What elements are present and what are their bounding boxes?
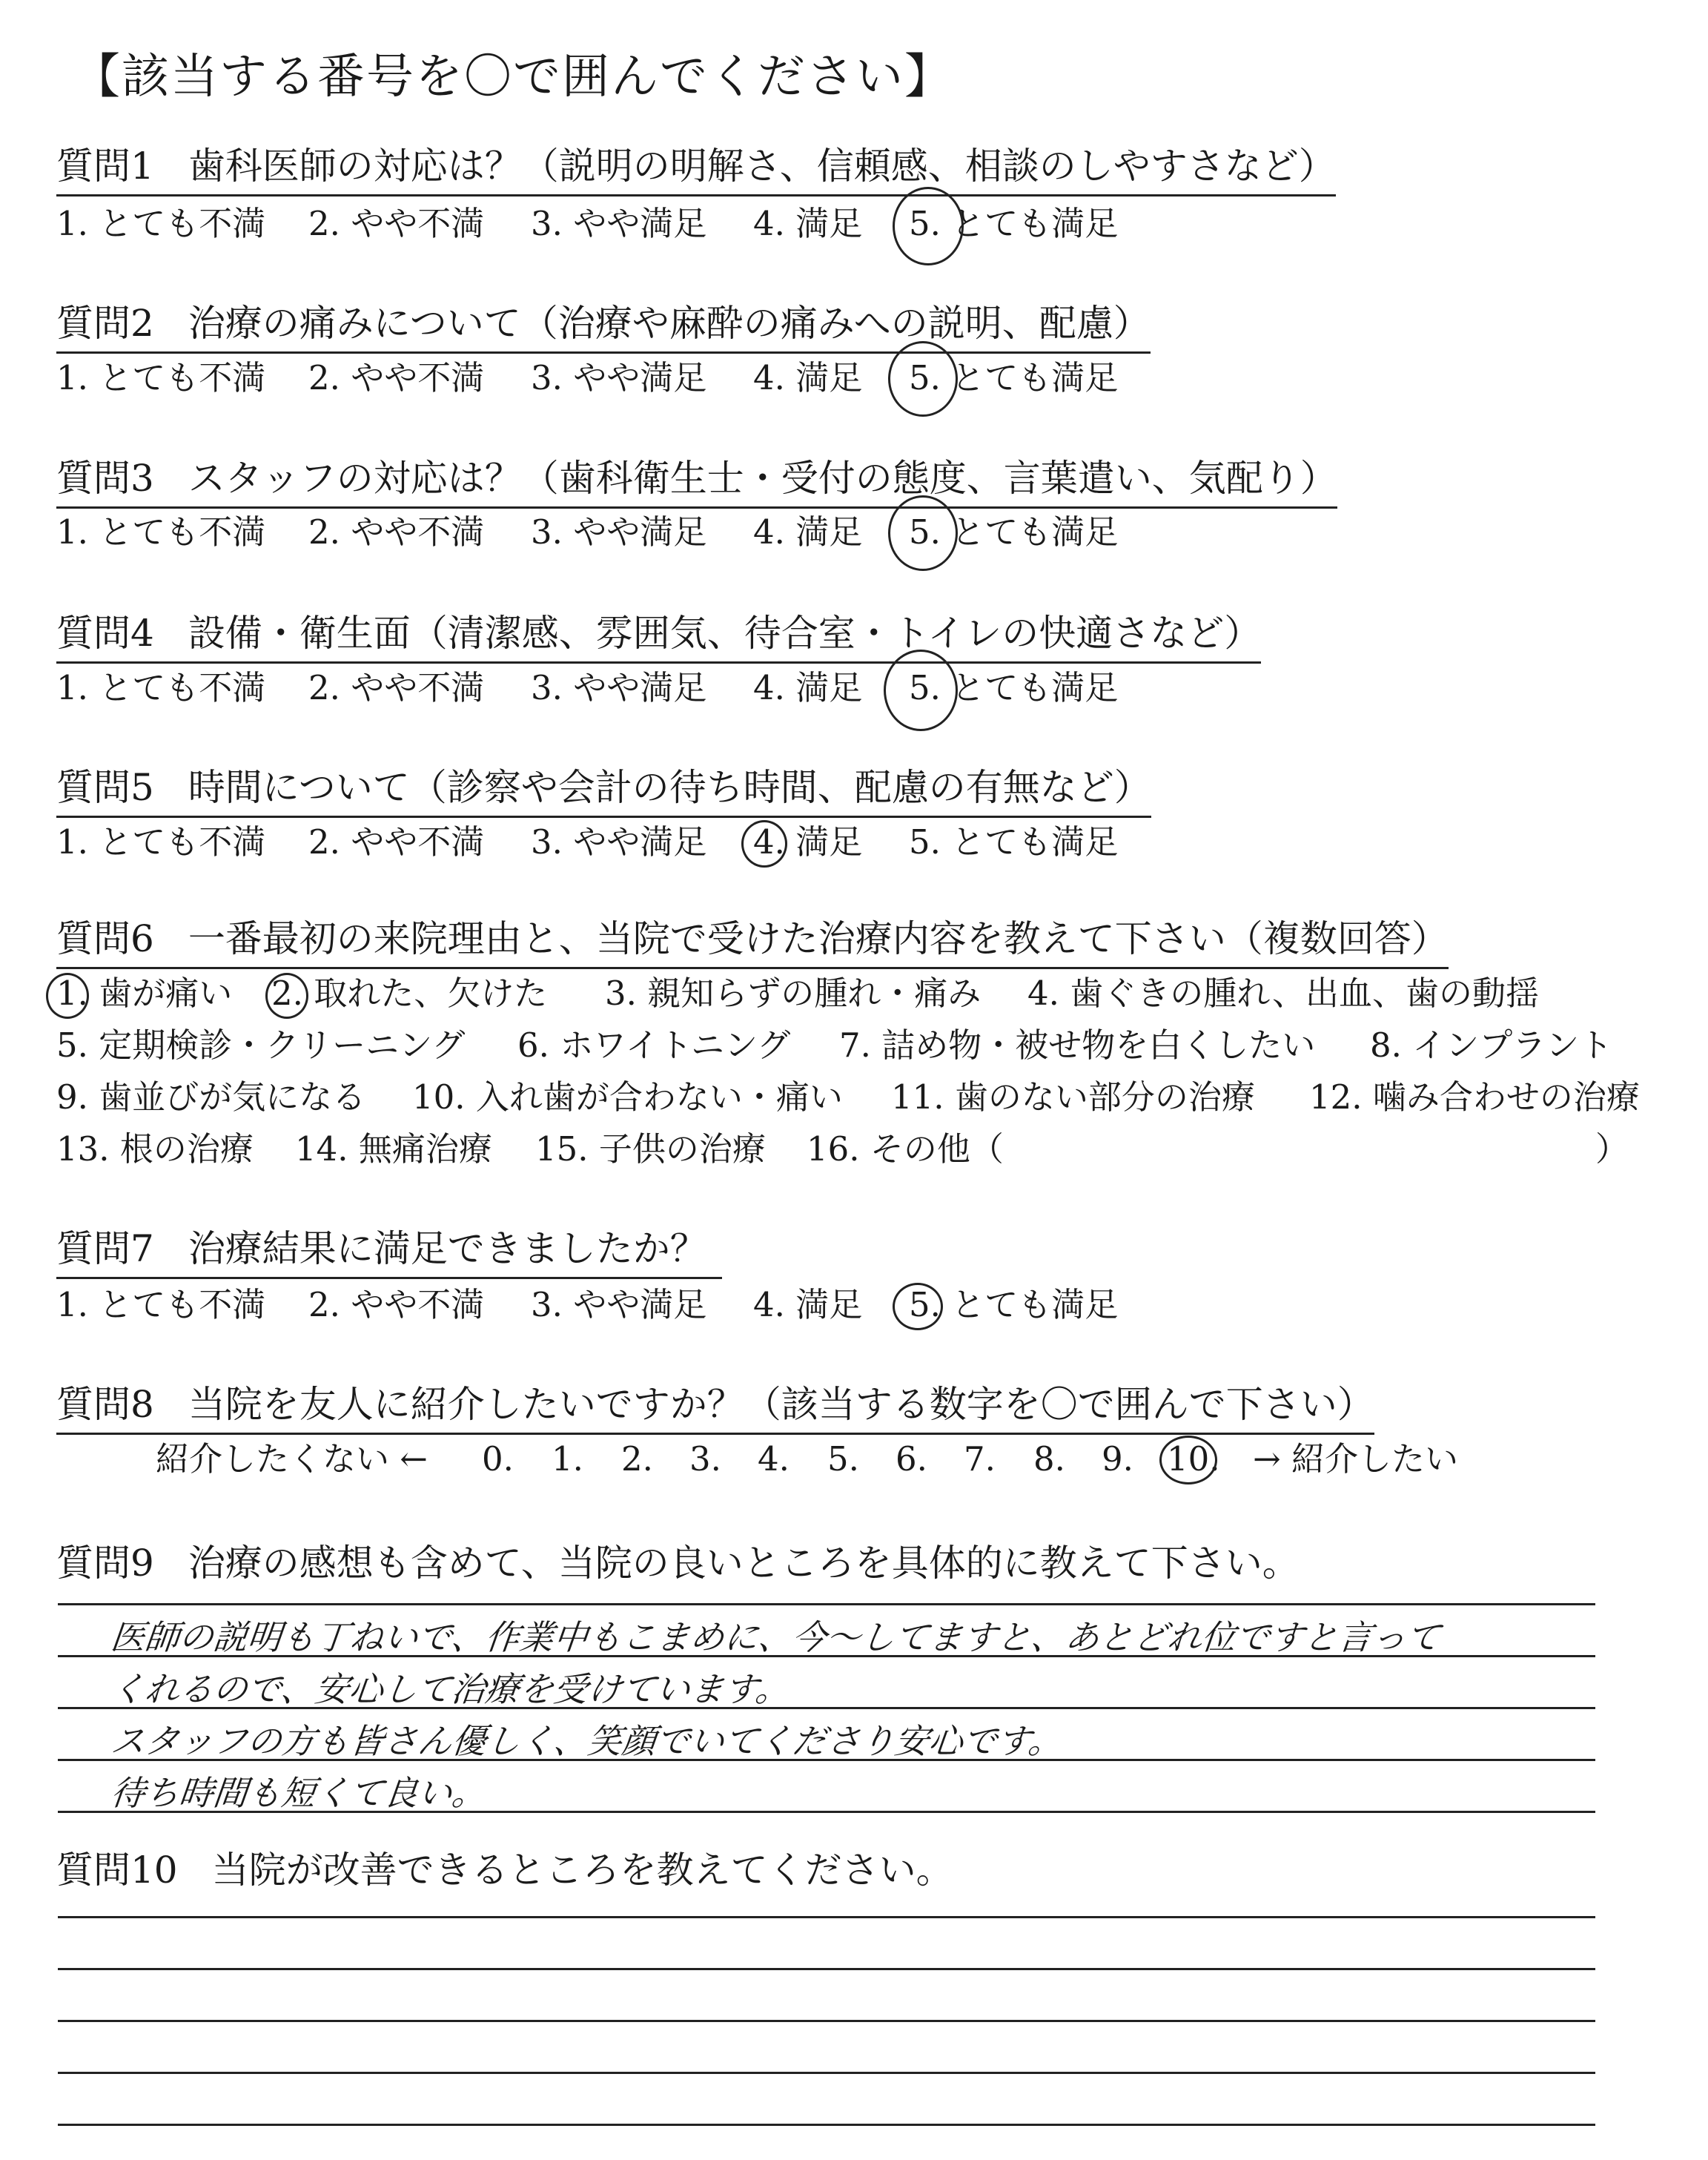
option-5[interactable]: 5. とても満足 [909,668,1119,707]
question-text: 治療の感想も含めて、当院の良いところを具体的に教えて下さい。 [188,1542,1300,1585]
option-4[interactable]: 4. 歯ぐきの腫れ、出血、歯の動揺 [1027,974,1539,1013]
scale-8[interactable]: 8. [1033,1439,1065,1479]
question-text: 一番最初の来院理由と、当院で受けた治療内容を教えて下さい（複数回答） [188,917,1449,960]
option-2[interactable]: 2. やや不満 [308,204,485,243]
scale-left-label: 紹介したくない ← [156,1439,428,1479]
question-text: 歯科医師の対応は？（説明の明解さ、信頼感、相談のしやすさなど） [188,145,1336,188]
question-9-title [56,1542,1300,1591]
option-2[interactable]: 2. 取れた、欠けた [271,974,548,1013]
option-1[interactable]: 1. とても不満 [56,668,266,707]
scale-4[interactable]: 4. [758,1439,790,1479]
option-2[interactable]: 2. やや不満 [308,512,485,552]
option-8[interactable]: 8. インプラント [1370,1025,1613,1065]
option-3[interactable]: 3. やや満足 [531,822,707,862]
other-close-paren: ） [1595,1129,1629,1169]
question-5-title [56,767,1151,818]
option-11[interactable]: 11. 歯のない部分の治療 [891,1077,1255,1117]
option-5[interactable]: 5. とても満足 [909,204,1119,243]
question-2-title [56,303,1151,354]
option-5[interactable]: 5. 定期検診・クリーニング [56,1025,466,1065]
option-9[interactable]: 9. 歯並びが気になる [56,1077,366,1117]
answer-line[interactable] [58,2020,1595,2022]
option-12[interactable]: 12. 噛み合わせの治療 [1309,1077,1640,1117]
answer-line[interactable] [58,2072,1595,2074]
scale-0[interactable]: 0. [482,1439,514,1479]
option-6[interactable]: 6. ホワイトニング [517,1025,791,1065]
option-3[interactable]: 3. やや満足 [531,1285,707,1324]
scale-9[interactable]: 9. [1102,1439,1133,1479]
form-header: 【該当する番号を〇で囲んでください】 [73,50,953,105]
option-3[interactable]: 3. やや満足 [531,512,707,552]
option-1[interactable]: 1. とても不満 [56,204,266,243]
question-text: 当院が改善できるところを教えてください。 [211,1849,953,1892]
option-2[interactable]: 2. やや不満 [308,358,485,397]
question-text: 設備・衛生面（清潔感、雰囲気、待合室・トイレの快適さなど） [188,612,1262,655]
option-4[interactable]: 4. 満足 [753,822,863,862]
option-1[interactable]: 1. とても不満 [56,512,266,552]
question-1-title [56,145,1336,196]
option-5[interactable]: 5. とても満足 [909,822,1119,862]
option-3[interactable]: 3. やや満足 [531,668,707,707]
scale-right-label: → 紹介したい [1253,1439,1459,1479]
option-1[interactable]: 1. とても不満 [56,1285,266,1324]
option-4[interactable]: 4. 満足 [753,668,863,707]
option-1[interactable]: 1. 歯が痛い [56,974,233,1013]
question-number: 質問7 [56,1227,154,1270]
question-4-title [56,612,1261,664]
option-5[interactable]: 5. とても満足 [909,358,1119,397]
question-number: 質問9 [56,1542,154,1585]
option-4[interactable]: 4. 満足 [753,358,863,397]
answer-line[interactable] [58,1916,1595,1918]
scale-7[interactable]: 7. [964,1439,996,1479]
option-2[interactable]: 2. やや不満 [308,822,485,862]
option-3[interactable]: 3. 親知らずの腫れ・痛み [605,974,982,1013]
question-number: 質問4 [56,612,154,655]
answer-line[interactable] [58,1968,1595,1970]
question-3-title [56,458,1337,509]
option-4[interactable]: 4. 満足 [753,1285,863,1324]
option-1[interactable]: 1. とても不満 [56,358,266,397]
scale-5[interactable]: 5. [827,1439,859,1479]
scale-6[interactable]: 6. [896,1439,927,1479]
scale-3[interactable]: 3. [689,1439,721,1479]
option-3[interactable]: 3. やや満足 [531,358,707,397]
question-text: スタッフの対応は？（歯科衛生士・受付の態度、言葉遣い、気配り） [188,457,1337,500]
handwritten-answer-line-2: くれるので、安心して治療を受けています。 [108,1669,792,1709]
option-5[interactable]: 5. とても満足 [909,512,1119,552]
scale-1[interactable]: 1. [552,1439,583,1479]
handwritten-answer-line-1: 医師の説明も丁ねいで、作業中もこまめに、今〜してますと、あとどれ位ですと言って [108,1617,1443,1657]
handwritten-answer-line-4: 待ち時間も短くて良い。 [108,1773,489,1813]
option-1[interactable]: 1. とても不満 [56,822,266,862]
question-number: 質問2 [56,302,154,345]
question-8-title [56,1384,1374,1435]
scale-2[interactable]: 2. [621,1439,653,1479]
question-7-title [56,1228,722,1279]
question-text: 治療の痛みについて（治療や麻酔の痛みへの説明、配慮） [188,302,1151,345]
scale-10[interactable]: 10. [1167,1439,1220,1479]
question-number: 質問8 [56,1383,154,1426]
option-16[interactable]: 16. その他（ [807,1129,1004,1169]
answer-line[interactable] [58,2124,1595,2126]
question-10-title [56,1849,953,1898]
answer-line [58,1603,1595,1605]
option-14[interactable]: 14. 無痛治療 [295,1129,492,1169]
option-4[interactable]: 4. 満足 [753,204,863,243]
option-2[interactable]: 2. やや不満 [308,1285,485,1324]
option-2[interactable]: 2. やや不満 [308,668,485,707]
question-number: 質問1 [56,145,154,188]
question-text: 当院を友人に紹介したいですか？（該当する数字を〇で囲んで下さい） [188,1383,1374,1426]
option-5[interactable]: 5. とても満足 [909,1285,1119,1324]
question-text: 時間について（診察や会計の待ち時間、配慮の有無など） [188,766,1151,809]
option-13[interactable]: 13. 根の治療 [56,1129,254,1169]
option-3[interactable]: 3. やや満足 [531,204,707,243]
option-10[interactable]: 10. 入れ歯が合わない・痛い [412,1077,843,1117]
question-number: 質問10 [56,1849,178,1892]
handwritten-answer-line-3: スタッフの方も皆さん優しく、笑顔でいてくださり安心です。 [108,1721,1065,1761]
question-number: 質問3 [56,457,154,500]
option-15[interactable]: 15. 子供の治療 [535,1129,766,1169]
question-number: 質問6 [56,917,154,960]
question-6-title [56,918,1449,969]
option-4[interactable]: 4. 満足 [753,512,863,552]
question-number: 質問5 [56,766,154,809]
question-text: 治療結果に満足できましたか？ [188,1227,707,1270]
option-7[interactable]: 7. 詰め物・被せ物を白くしたい [839,1025,1316,1065]
